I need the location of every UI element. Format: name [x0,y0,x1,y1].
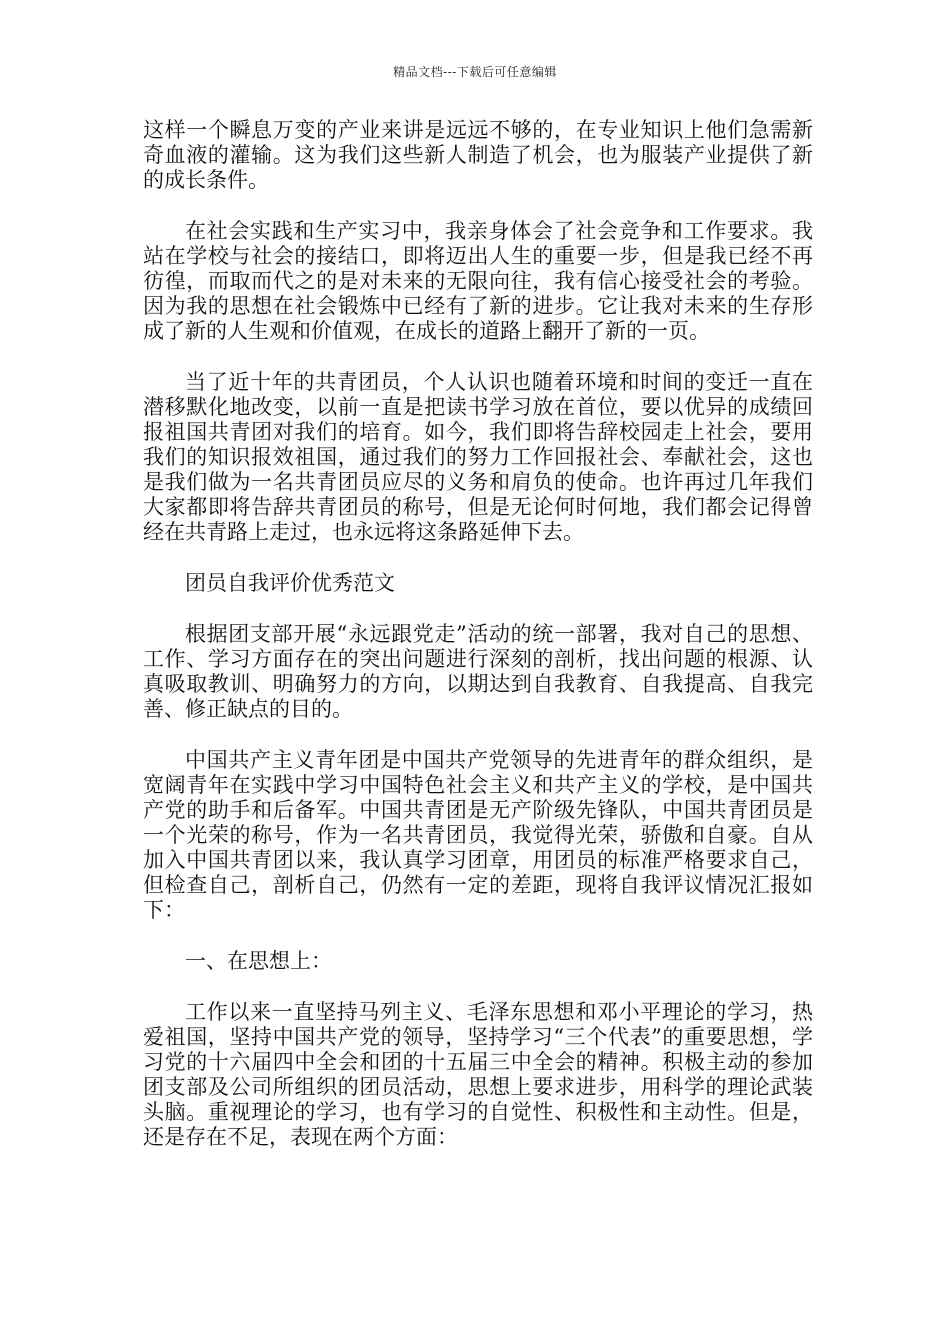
paragraph-youth-league-intro: 中国共产主义青年团是中国共产党领导的先进青年的群众组织，是宽阔青年在实践中学习中国特色社会主义和共产主义的学校，是中国共产党的助手和后备军。中国共青团是无产阶级先锋队，中国共青团员是一个光荣的称号，作为一名共青团员，我觉得光荣，骄傲和自豪。自从加入中国共青团以来，我认真学习团章，用团员的标准严格要求自己，但检查自己，剖析自己，仍然有一定的差距，现将自我评议情况汇报如下： [143,748,813,922]
paragraph-continuation: 这样一个瞬息万变的产业来讲是远远不够的，在专业知识上他们急需新奇血液的灌输。这为我们这些新人制造了机会，也为服装产业提供了新的成长条件。 [143,118,813,192]
page-header: 精品文档---下载后可任意编辑 [393,65,557,79]
paragraph-thought-details: 工作以来一直坚持马列主义、毛泽东思想和邓小平理论的学习，热爱祖国，坚持中国共产党的领导，坚持学习“三个代表”的重要思想，学习党的十六届四中全会和团的十五届三中全会的精神。积极主动的参加团支部及公司所组织的团员活动，思想上要求进步，用科学的理论武装头脑。重视理论的学习，也有学习的自觉性、积极性和主动性。但是，还是存在不足，表现在两个方面： [143,1000,813,1149]
paragraph-league-member-years: 当了近十年的共青团员，个人认识也随着环境和时间的变迁一直在潜移默化地改变，以前一直是把读书学习放在首位，要以优异的成绩回报祖国共青团对我们的培育。如今，我们即将告辞校园走上社会，要用我们的知识报效祖国，通过我们的努力工作回报社会、奉献社会，这也是我们做为一名共青团员应尽的义务和肩负的使命。也许再过几年我们大家都即将告辞共青团员的称号，但是无论何时何地，我们都会记得曾经在共青路上走过，也永远将这条路延伸下去。 [143,370,813,544]
document-body [143,118,813,1176]
subsection-title-thought: 一、在思想上： [185,949,332,973]
paragraph-social-practice: 在社会实践和生产实习中，我亲身体会了社会竞争和工作要求。我站在学校与社会的接结口，即将迈出人生的重要一步，但是我已经不再彷徨，而取而代之的是对未来的无限向往，我有信心接受社会的考验。因为我的思想在社会锻炼中已经有了新的进步。它让我对未来的生存形成了新的人生观和价值观，在成长的道路上翻开了新的一页。 [143,219,813,343]
paragraph-self-analysis: 根据团支部开展“永远跟党走”活动的统一部署，我对自己的思想、工作、学习方面存在的突出问题进行深刻的剖析，找出问题的根源、认真吸取教训、明确努力的方向，以期达到自我教育、自我提高、自我完善、修正缺点的目的。 [143,622,813,721]
section-title: 团员自我评价优秀范文 [185,571,395,595]
